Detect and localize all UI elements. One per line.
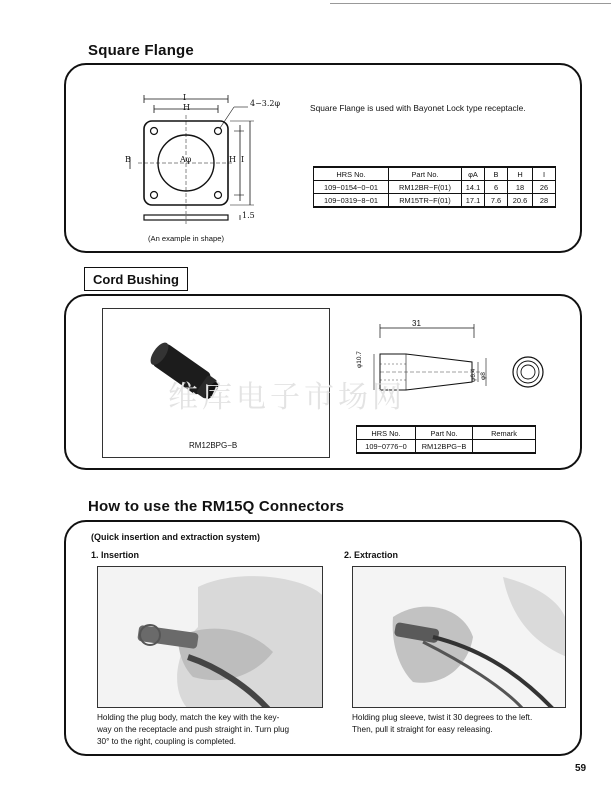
table-header: B	[485, 167, 508, 181]
square-flange-panel	[64, 63, 582, 253]
table-cell: 109−0154−0−01	[314, 181, 389, 194]
insertion-image	[98, 567, 323, 708]
dim-h-vertical-label: H	[229, 155, 236, 164]
table-header-row	[314, 167, 556, 181]
example-note: (An example in shape)	[148, 234, 224, 243]
dim-h-label: H	[183, 103, 190, 112]
table-row	[314, 194, 556, 208]
top-rule	[330, 3, 611, 4]
extraction-heading: 2. Extraction	[344, 550, 399, 560]
dim-a-label: Aφ	[180, 155, 192, 164]
insertion-text-line: Holding the plug body, match the key with the key-	[97, 713, 280, 722]
bushing-d1-label: φ10.7	[356, 351, 363, 368]
table-cell	[473, 440, 536, 454]
page-number: 59	[575, 763, 587, 774]
dim-hole-label: 4−3.2φ	[250, 99, 281, 108]
table-header: Part No.	[389, 167, 462, 181]
table-cell: 18	[508, 181, 533, 194]
table-header: Remark	[473, 426, 536, 440]
extraction-photo	[352, 566, 566, 708]
dim-thickness-label: 1.5	[242, 211, 255, 220]
how-to-use-subtitle: (Quick insertion and extraction system)	[91, 532, 261, 542]
table-header: H	[508, 167, 533, 181]
table-cell: RM12BR−F(01)	[389, 181, 462, 194]
table-cell: 20.6	[508, 194, 533, 208]
table-header: HRS No.	[357, 426, 416, 440]
table-cell: RM15TR−F(01)	[389, 194, 462, 208]
how-to-use-title: How to use the RM15Q Connectors	[88, 498, 345, 515]
extraction-image	[353, 567, 566, 708]
table-header: HRS No.	[314, 167, 389, 181]
square-flange-drawing	[116, 87, 301, 242]
table-cell: RM12BPG−B	[416, 440, 473, 454]
table-header: I	[533, 167, 556, 181]
square-flange-title: Square Flange	[88, 42, 194, 59]
table-row	[314, 181, 556, 194]
table-cell: 6	[485, 181, 508, 194]
table-cell: 26	[533, 181, 556, 194]
insertion-photo	[97, 566, 323, 708]
dim-i-vertical-label: I	[241, 155, 245, 164]
insertion-text	[97, 712, 327, 748]
extraction-text-line: Then, pull it straight for easy releasing.	[352, 725, 493, 734]
watermark: 维库电子市场网	[168, 380, 406, 415]
table-header: φA	[462, 167, 485, 181]
extraction-text-line: Holding plug sleeve, twist it 30 degrees to the left.	[352, 713, 533, 722]
cord-bushing-title: Cord Bushing	[84, 267, 188, 291]
insertion-text-line: 30° to the right, coupling is completed.	[97, 737, 236, 746]
table-cell: 17.1	[462, 194, 485, 208]
insertion-heading: 1. Insertion	[91, 550, 140, 560]
table-row	[357, 440, 536, 454]
table-cell: 109−0319−8−01	[314, 194, 389, 208]
extraction-text	[352, 712, 574, 736]
how-to-use-panel	[64, 520, 582, 756]
square-flange-table	[313, 166, 556, 208]
dim-b-label: B	[125, 155, 131, 164]
table-cell: 14.1	[462, 181, 485, 194]
cord-bushing-table	[356, 425, 536, 454]
table-cell: 28	[533, 194, 556, 208]
cord-bushing-photo-caption: RM12BPG−B	[189, 441, 238, 450]
table-cell: 7.6	[485, 194, 508, 208]
dim-i-label: I	[183, 93, 187, 102]
table-cell: 109−0776−0	[357, 440, 416, 454]
bushing-d3-label: φ8	[480, 372, 487, 380]
insertion-text-line: way on the receptacle and push straight in. Turn plug	[97, 725, 290, 734]
table-header-row	[357, 426, 536, 440]
bushing-d2-label: φ6.4	[470, 368, 477, 382]
table-header: Part No.	[416, 426, 473, 440]
square-flange-description: Square Flange is used with Bayonet Lock type receptacle.	[310, 103, 526, 113]
bushing-length-label: 31	[412, 319, 421, 328]
